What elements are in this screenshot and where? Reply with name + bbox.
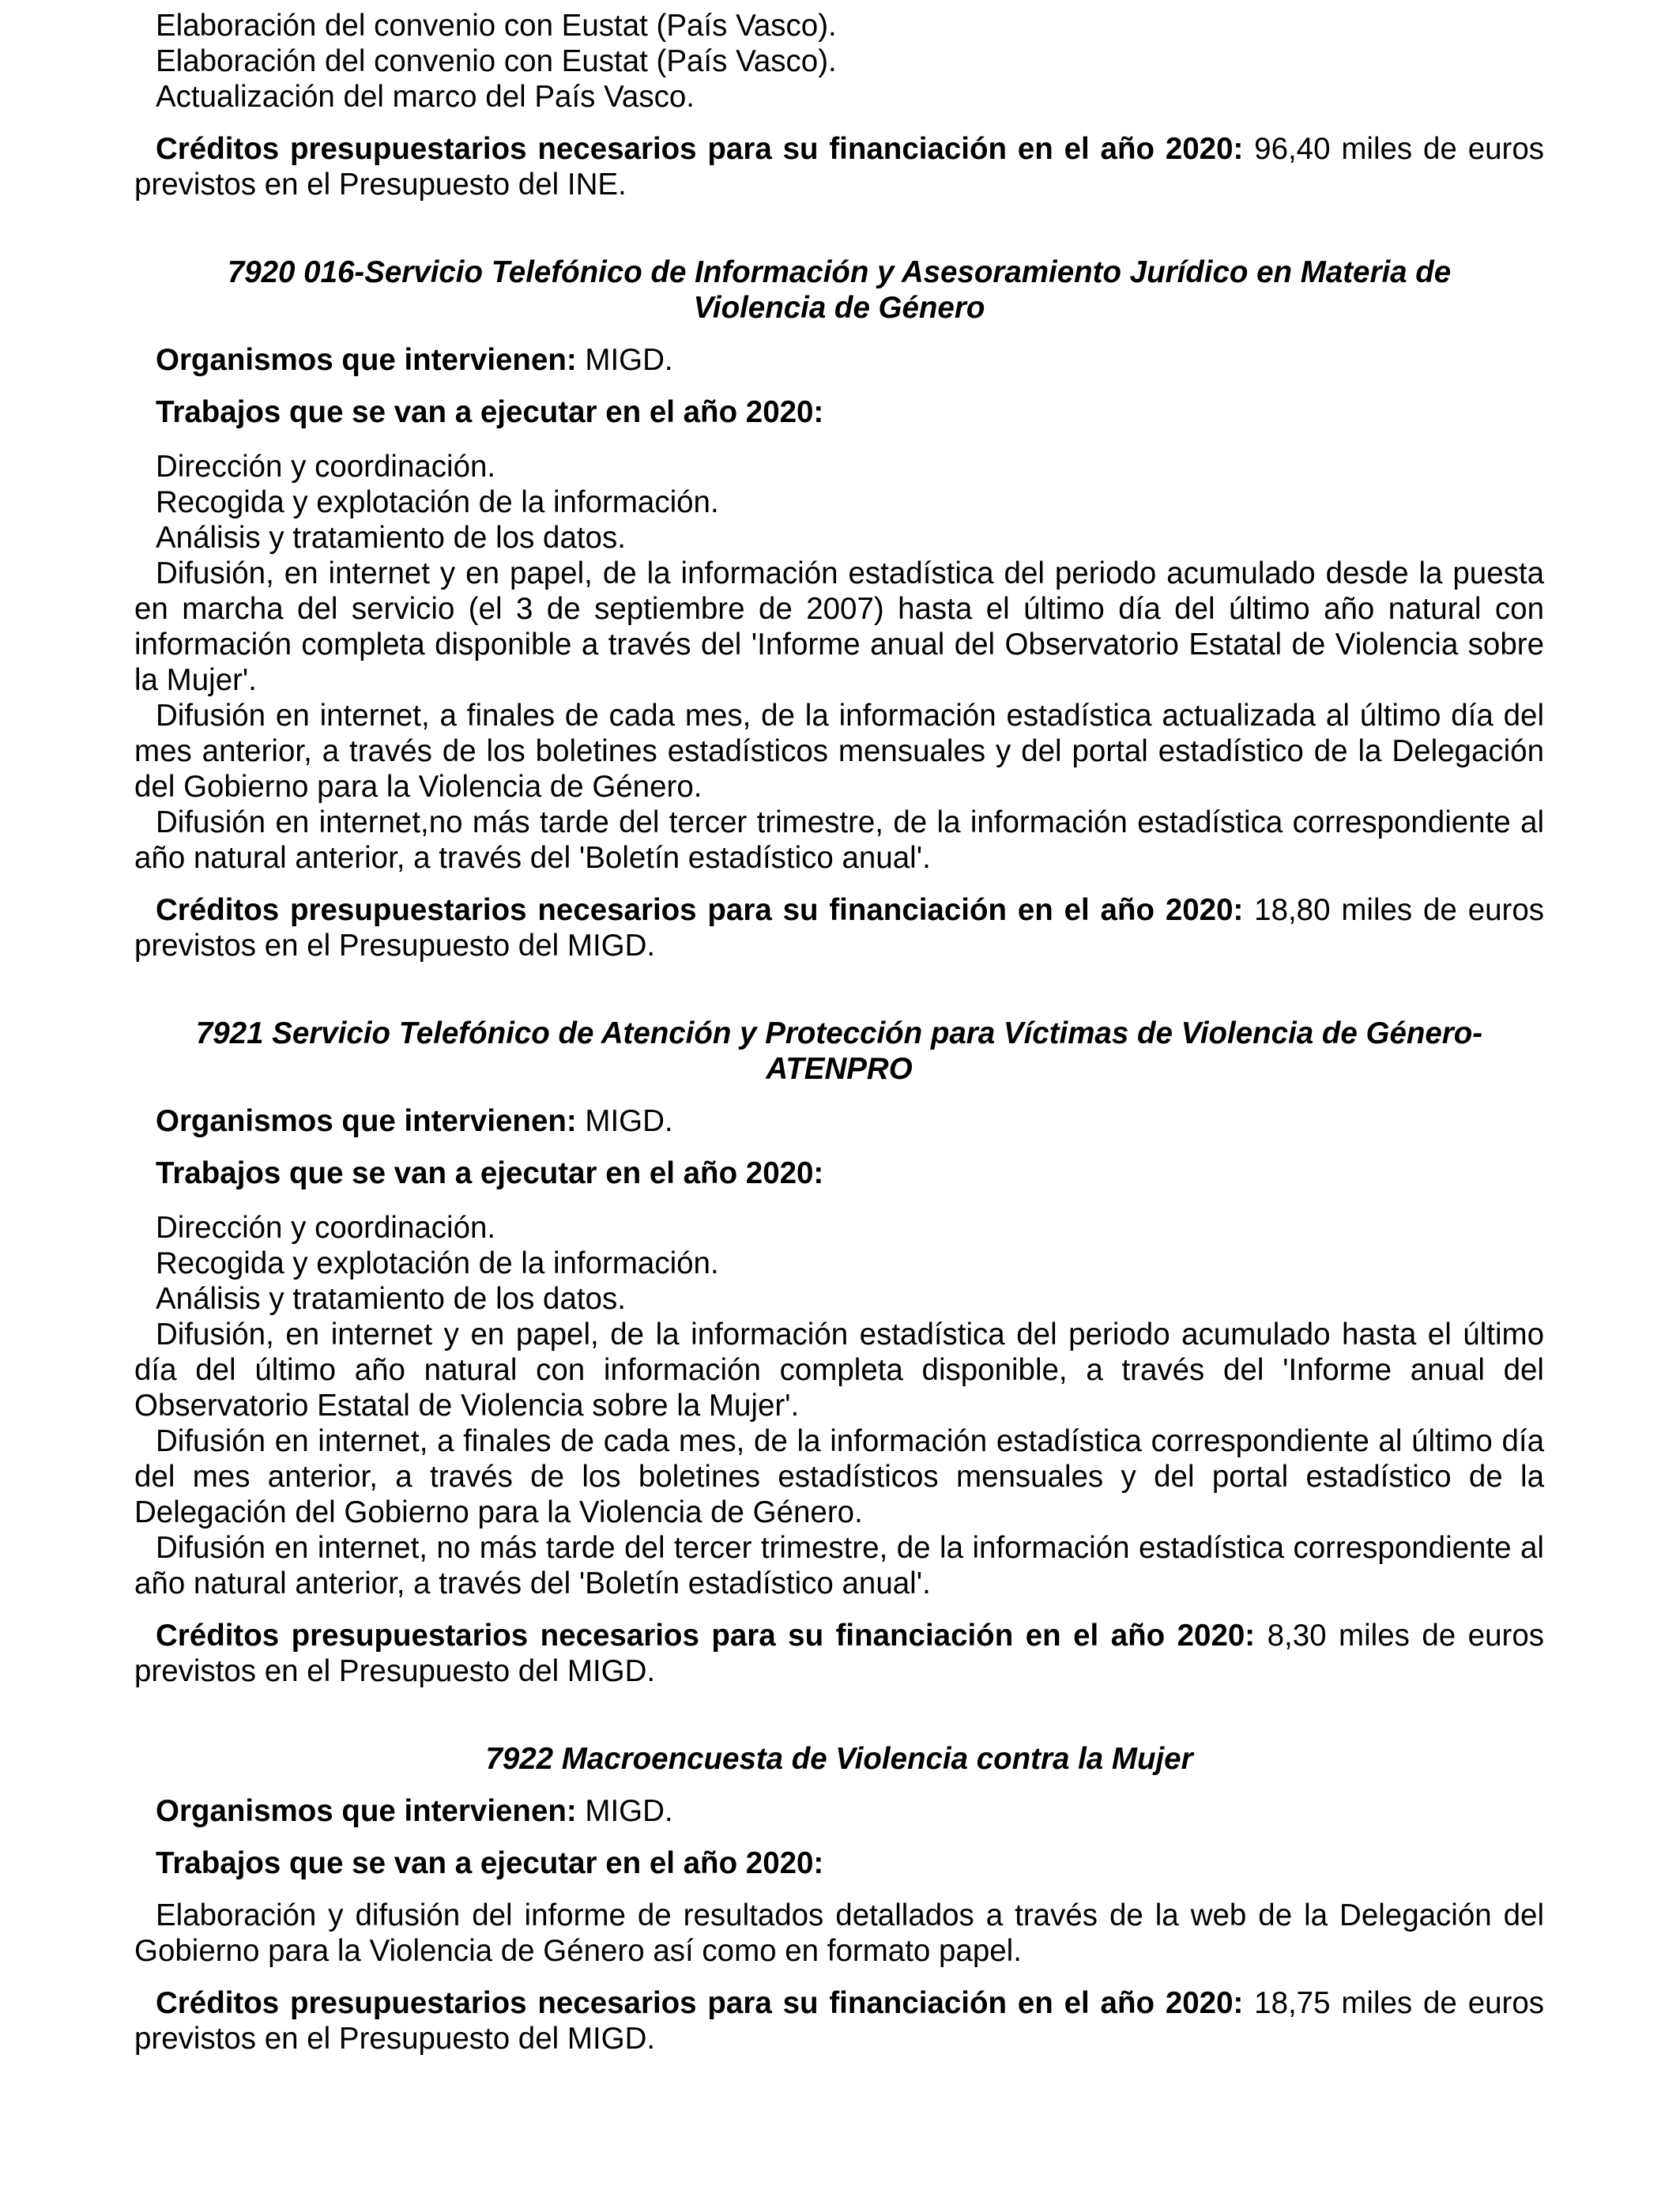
trabajos-list [134, 449, 1544, 876]
section-title: 7922 Macroencuesta de Violencia contra la Mujer [485, 1742, 1193, 1776]
list-item: Análisis y tratamiento de los datos. [156, 1282, 626, 1316]
organismos-paragraph [134, 1793, 1544, 1829]
organismos-label: Organismos que intervienen: [156, 1794, 577, 1828]
organismos-paragraph [134, 1103, 1544, 1139]
creditos-paragraph [134, 892, 1544, 963]
list-item: Difusión, en internet y en papel, de la información estadística del periodo acumulado hasta el último día del último año natural con información completa disponible, a través del 'Informe anual del Observatorio Estatal de Violencia sobre la Mujer'. [134, 1318, 1544, 1423]
creditos-value: 8,30 miles de euros previstos en el Presupuesto del MIGD. [134, 1619, 1544, 1688]
creditos-label: Créditos presupuestarios necesarios para su financiación en el año 2020: [156, 132, 1244, 166]
organismos-label: Organismos que intervienen: [156, 1104, 577, 1138]
creditos-value: 18,80 miles de euros previstos en el Presupuesto del MIGD. [134, 893, 1544, 963]
trabajos-list [134, 1210, 1544, 1601]
list-item: Dirección y coordinación. [156, 1211, 496, 1245]
creditos-paragraph [134, 131, 1544, 202]
list-item: Recogida y explotación de la información. [156, 485, 719, 519]
list-item: Recogida y explotación de la información. [156, 1246, 719, 1280]
list-item: Difusión en internet, a finales de cada mes, de la información estadística correspondiente al último día del mes anterior, a través de los boletines estadísticos mensuales y del portal estadístico de la Delegación del Gobierno para la Violencia de Género. [134, 1424, 1544, 1529]
organismos-value: MIGD. [585, 1104, 673, 1138]
creditos-label: Créditos presupuestarios necesarios para su financiación en el año 2020: [156, 893, 1244, 927]
organismos-paragraph [134, 342, 1544, 378]
list-item: Análisis y tratamiento de los datos. [156, 521, 626, 555]
list-item: Difusión, en internet y en papel, de la información estadística del periodo acumulado desde la puesta en marcha del servicio (el 3 de septiembre de 2007) hasta el último día del último año natural con información completa disponible a través del 'Informe anual del Observatorio Estatal de Violencia sobre la Mujer'. [134, 556, 1544, 697]
section-7922 [134, 1741, 1544, 2056]
trabajos-paragraph: Elaboración y difusión del informe de resultados detallados a través de la web de la Delegación del Gobierno para la Violencia de Género así como en formato papel. [134, 1898, 1544, 1968]
creditos-value: 96,40 miles de euros previstos en el Presupuesto del INE. [134, 132, 1544, 202]
trabajos-label: Trabajos que se van a ejecutar en el año 2020: [156, 1846, 824, 1880]
section-7921 [134, 1016, 1544, 1689]
list-item: Difusión en internet, a finales de cada mes, de la información estadística actualizada al último día del mes anterior, a través de los boletines estadísticos mensuales y del portal estadístico de la Delegación del Gobierno para la Violencia de Género. [134, 699, 1544, 804]
creditos-paragraph [134, 1618, 1544, 1689]
list-item: Elaboración del convenio con Eustat (País Vasco). [156, 9, 837, 43]
trabajos-label: Trabajos que se van a ejecutar en el año 2020: [156, 395, 824, 429]
section-7920 [134, 254, 1544, 963]
list-item: Difusión en internet,no más tarde del tercer trimestre, de la información estadística correspondiente al año natural anterior, a través del 'Boletín estadístico anual'. [134, 805, 1544, 875]
creditos-value: 18,75 miles de euros previstos en el Presupuesto del MIGD. [134, 1986, 1544, 2056]
list-item: Actualización del marco del País Vasco. [156, 80, 695, 114]
organismos-value: MIGD. [585, 1794, 673, 1828]
section-title: 7921 Servicio Telefónico de Atención y Protección para Víctimas de Violencia de Género-ATENPRO [195, 1016, 1483, 1086]
creditos-paragraph [134, 1985, 1544, 2056]
section-title: 7920 016-Servicio Telefónico de Información y Asesoramiento Jurídico en Materia de Violencia de Género [227, 255, 1452, 325]
creditos-label: Créditos presupuestarios necesarios para su financiación en el año 2020: [156, 1619, 1256, 1653]
organismos-value: MIGD. [585, 343, 673, 377]
list-item: Elaboración del convenio con Eustat (País Vasco). [156, 44, 837, 78]
list-item: Dirección y coordinación. [156, 450, 496, 484]
intro-list [134, 8, 1544, 115]
trabajos-label: Trabajos que se van a ejecutar en el año 2020: [156, 1156, 824, 1190]
organismos-label: Organismos que intervienen: [156, 343, 577, 377]
list-item: Difusión en internet, no más tarde del tercer trimestre, de la información estadística correspondiente al año natural anterior, a través del 'Boletín estadístico anual'. [134, 1531, 1544, 1600]
creditos-label: Créditos presupuestarios necesarios para su financiación en el año 2020: [156, 1986, 1244, 2020]
